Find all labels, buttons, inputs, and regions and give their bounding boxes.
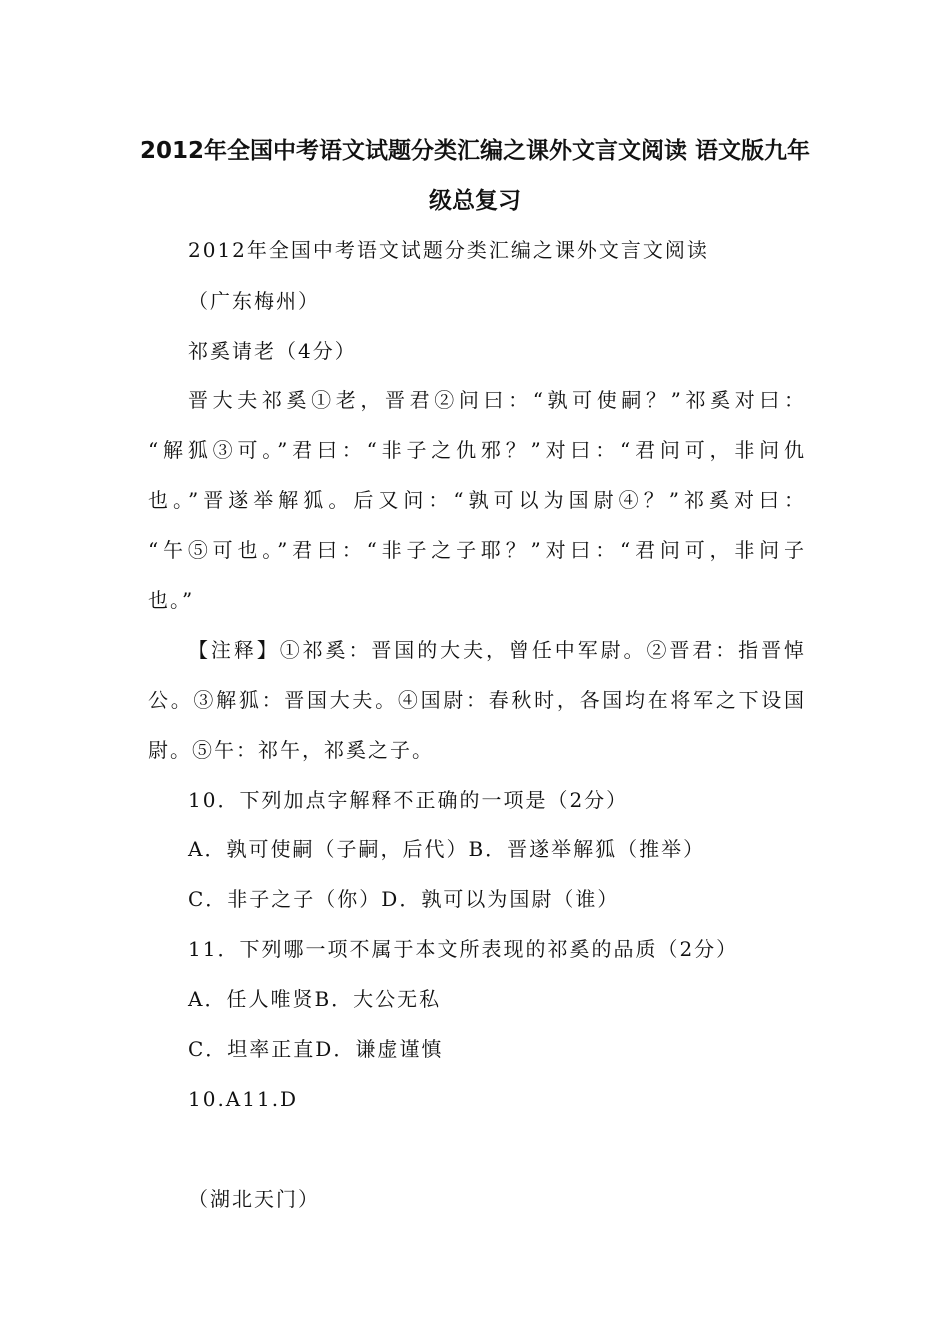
document-title-line-2: 级总复习	[429, 188, 521, 214]
answer-key: 10.A11.D	[188, 1087, 299, 1111]
passage-line-5: 也。”	[148, 588, 195, 612]
document-title-line-1: 2012年全国中考语文试题分类汇编之课外文言文阅读 语文版九年	[139, 138, 811, 164]
region-label-guangdong: （广东梅州）	[188, 289, 320, 313]
question-11-options-ab: A．任人唯贤B．大公无私	[188, 987, 442, 1011]
subtitle: 2012年全国中考语文试题分类汇编之课外文言文阅读	[188, 238, 709, 262]
passage-title: 祁奚请老（4分）	[188, 339, 357, 363]
notes-line-3: 尉。⑤午：祁午，祁奚之子。	[148, 738, 434, 762]
question-11: 11．下列哪一项不属于本文所表现的祁奚的品质（2分）	[188, 937, 739, 961]
passage-line-1: 晋大夫祁奚①老，晋君②问曰：“孰可使嗣？”祁奚对曰：	[188, 388, 804, 412]
notes-line-2: 公。③解狐：晋国大夫。④国尉：春秋时，各国均在将军之下设国	[148, 688, 804, 712]
passage-line-4: “午⑤可也。”君曰：“非子之子耶？”对曰：“君问可，非问子	[148, 538, 804, 562]
question-10-options-cd: C．非子之子（你）D．孰可以为国尉（谁）	[188, 887, 620, 911]
question-11-options-cd: C．坦率正直D．谦虚谨慎	[188, 1037, 444, 1061]
passage-line-3: 也。”晋遂举解狐。后又问：“孰可以为国尉④？”祁奚对曰：	[148, 488, 804, 512]
question-10: 10．下列加点字解释不正确的一项是（2分）	[188, 788, 629, 812]
region-label-hubei: （湖北天门）	[188, 1187, 320, 1211]
question-10-options-ab: A．孰可使嗣（子嗣，后代）B．晋遂举解狐（推举）	[188, 837, 706, 861]
passage-line-2: “解狐③可。”君曰：“非子之仇邪？”对曰：“君问可，非问仇	[148, 438, 804, 462]
notes-line-1: 【注释】①祁奚：晋国的大夫，曾任中军尉。②晋君：指晋悼	[188, 638, 804, 662]
